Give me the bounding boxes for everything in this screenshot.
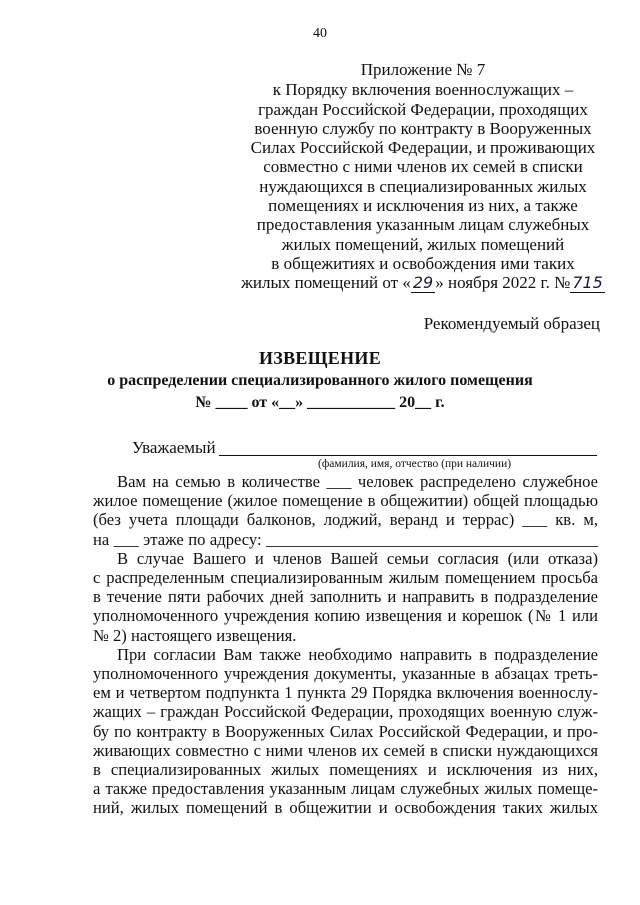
body-line: уполномоченного учреждения копию извещения и корешок (№ 1 или	[93, 606, 598, 626]
appendix-line: военную службу по контракту в Вооруженных	[254, 118, 592, 138]
page-number: 40	[313, 26, 327, 41]
appendix-line: Силах Российской Федерации, и проживающих	[250, 138, 596, 158]
name-field-hint: (фамилия, имя, отчество (при наличии)	[318, 458, 512, 470]
body-line: ем и четвертом подпункта 1 пункта 29 Порядка включения военнослу-	[93, 683, 598, 703]
notice-body	[93, 472, 598, 818]
body-line: ний, жилых помещений в общежитии и освобождения таких жилых	[93, 798, 598, 818]
appendix-line: нуждающихся в специализированных жилых	[259, 176, 587, 196]
handwritten-order-number: 715	[572, 273, 603, 293]
body-line: в специализированных жилых помещениях и исключения из них,	[93, 760, 598, 780]
recommended-sample-label: Рекомендуемый образец	[423, 314, 600, 333]
notice-number-line: № ____ от «__» ___________ 20__ г.	[195, 394, 445, 411]
appendix-line: жилых помещений, жилых помещений	[281, 234, 565, 254]
body-line: а также предоставления указанным лицам служебных жилых помеще-	[93, 779, 598, 799]
appendix-line: предоставления указанным лицам служебных	[256, 215, 590, 235]
appendix-date-middle: » ноября 2022 г. №	[435, 273, 571, 293]
handwritten-day: 29	[412, 273, 434, 293]
body-line: (без учета площади балконов, лоджий, веранд и террас) ___ кв. м,	[93, 510, 598, 530]
body-line: в течение пяти рабочих дней заполнить и направить в подразделение	[93, 587, 598, 607]
body-line: № 2) настоящего извещения.	[93, 625, 297, 645]
body-line: В случае Вашего и членов Вашей семьи согласия (или отказа)	[117, 548, 598, 568]
body-line: на ___ этаже по адресу: ________________________________________	[93, 529, 598, 549]
notice-subtitle: о распределении специализированного жилого помещения	[107, 372, 533, 389]
body-line: с распределенным специализированным жилым помещением просьба	[93, 568, 598, 588]
body-line: жилое помещение (жилое помещение в общежитии) общей площадью	[93, 491, 598, 511]
appendix-line: совместно с ними членов их семей в списки	[263, 157, 583, 177]
appendix-line: помещениях и исключения из них, а также	[268, 196, 578, 216]
appendix-line: в общежитиях и освобождения ими таких	[271, 253, 575, 273]
notice-title: ИЗВЕЩЕНИЕ	[259, 348, 381, 368]
appendix-line: граждан Российской Федерации, проходящих	[258, 99, 588, 119]
body-line: жащих – граждан Российской Федерации, проходящих военную служ-	[93, 702, 598, 722]
salutation: Уважаемый	[132, 438, 216, 457]
appendix-line: к Порядку включения военнослужащих –	[272, 80, 574, 100]
appendix-title: Приложение № 7	[360, 60, 486, 79]
appendix-date-prefix: жилых помещений от «	[241, 273, 411, 293]
body-line: При согласии Вам также необходимо направить в подразделение	[117, 644, 598, 664]
appendix-last-line	[222, 273, 624, 292]
body-line: бу по контракту в Вооруженных Силах Российской Федерации, и про-	[93, 721, 598, 741]
body-line: Вам на семью в количестве ___ человек распределено служебное	[117, 472, 598, 491]
body-line: уполномоченного учреждения документы, указанные в абзацах треть-	[93, 664, 598, 684]
appendix-header	[222, 60, 624, 293]
name-blank-line	[219, 455, 597, 456]
body-line: живающих совместно с ними членов их семей в списки нуждающихся	[93, 740, 598, 760]
